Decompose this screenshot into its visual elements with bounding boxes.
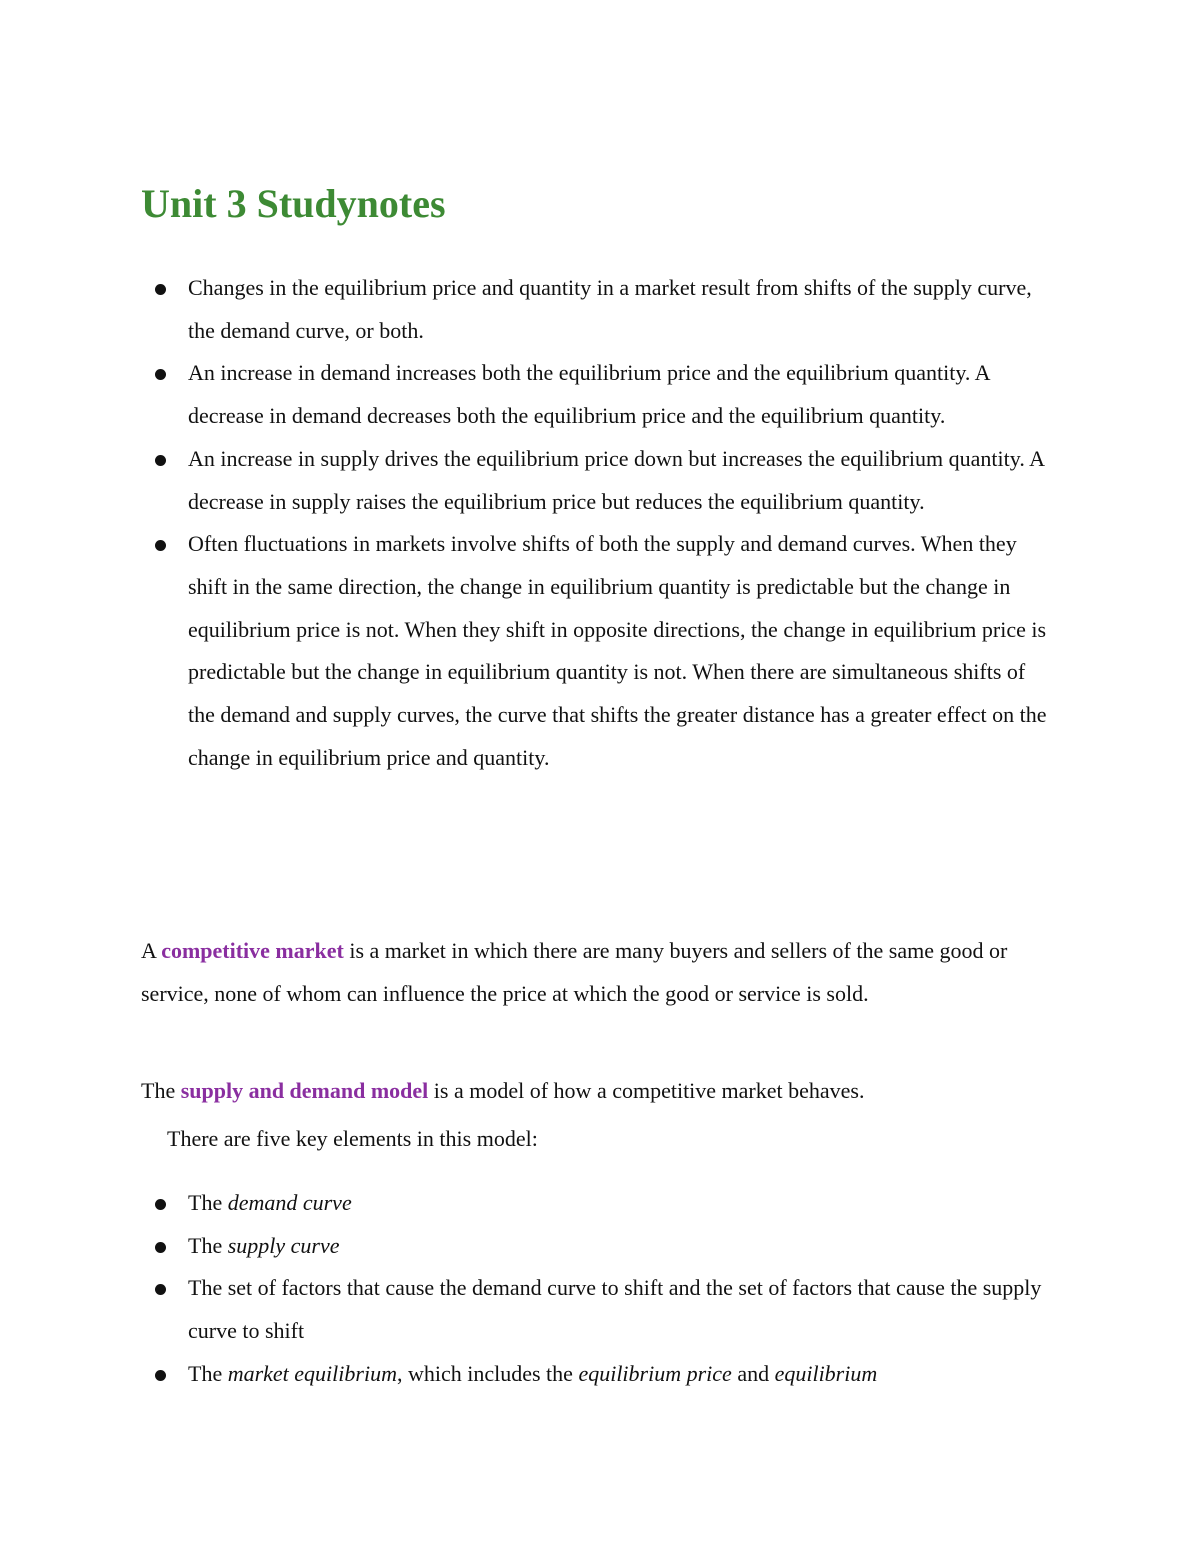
list-item-text: Changes in the equilibrium price and quantity in a market result from shifts of the supply curve, the demand curve, or both. [188, 275, 1032, 343]
list-item-prefix: The [188, 1232, 228, 1258]
definition-prefix: A [141, 938, 162, 963]
supply-demand-model-term: supply and demand model [180, 1078, 429, 1103]
bullet-icon [155, 540, 166, 551]
definition-text: is a market in which there are many buyers and sellers of the same good or service, none of whom can influence the price at which the good or service is sold. [141, 938, 1008, 1006]
definition-prefix: The [141, 1078, 181, 1103]
competitive-market-term: competitive market [161, 938, 344, 963]
list-item [0, 1353, 1048, 1396]
demand-curve-term: demand curve [227, 1190, 352, 1215]
list-item [0, 267, 1048, 352]
bullet-icon [155, 1370, 166, 1381]
bullet-icon [155, 1199, 166, 1210]
bullet-icon [155, 284, 166, 295]
bullet-icon [155, 1284, 166, 1295]
list-item [0, 523, 1048, 779]
list-item-prefix: The [188, 1190, 228, 1215]
bullet-icon [155, 1242, 166, 1253]
equilibrium-quantity-term: equilibrium [774, 1360, 878, 1386]
list-item [0, 1225, 1048, 1268]
bullet-icon [155, 455, 166, 466]
list-item [0, 438, 1048, 523]
market-equilibrium-term: market equilibrium [227, 1360, 397, 1386]
list-item [0, 1182, 1048, 1225]
bullet-icon [155, 369, 166, 380]
list-item-text: and [731, 1360, 775, 1386]
list-item-text: Often fluctuations in markets involve shifts of both the supply and demand curves. When they shift in the same direction, the change in equilibrium quantity is predictable but the change in equilibrium price is not. When they shift in opposite directions, the change in equilibrium price is predictable but the change in equilibrium quantity is not. When there are simultaneous shifts of the demand and supply curves, the curve that shifts the greater distance has a greater effect on the change in equilibrium price and quantity. [188, 531, 1047, 770]
list-item [0, 352, 1048, 437]
list-item-prefix: The [188, 1360, 228, 1386]
equilibrium-price-term: equilibrium price [578, 1360, 732, 1386]
competitive-market-definition [141, 929, 1061, 1015]
definition-text: is a model of how a competitive market behaves. [428, 1078, 865, 1103]
summary-bullet-list [0, 267, 1200, 779]
list-item-text: An increase in demand increases both the equilibrium price and the equilibrium quantity. A decrease in demand decreases both the equilibrium price and the equilibrium quantity. [188, 360, 990, 429]
list-item-text: , which includes the [396, 1360, 579, 1386]
page-title: Unit 3 Studynotes [141, 181, 446, 226]
supply-demand-model-definition [141, 1069, 1061, 1112]
list-item-text: An increase in supply drives the equilibrium price down but increases the equilibrium quantity. A decrease in supply raises the equilibrium price but reduces the equilibrium quantity. [188, 445, 1044, 514]
supply-curve-term: supply curve [227, 1232, 340, 1258]
list-item [0, 1267, 1048, 1352]
model-elements-list [0, 1182, 1200, 1396]
five-elements-intro: There are five key elements in this model: [167, 1126, 538, 1151]
list-item-text: The set of factors that cause the demand curve to shift and the set of factors that cause the supply curve to shift [188, 1275, 1042, 1344]
